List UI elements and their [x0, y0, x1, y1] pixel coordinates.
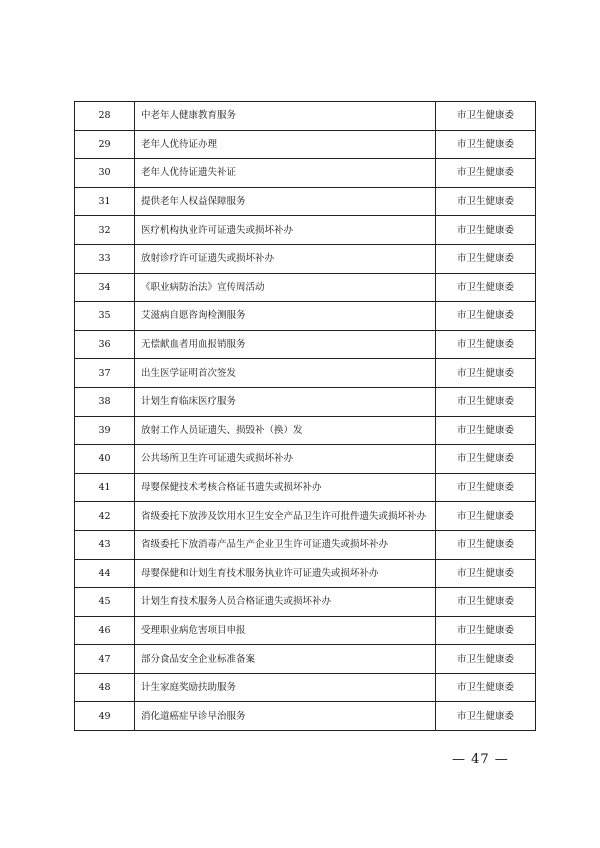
service-name-cell: 省级委托下放涉及饮用水卫生安全产品卫生许可批件遗失或损坏补办 [135, 502, 436, 531]
service-name-cell: 省级委托下放消毒产品生产企业卫生许可证遗失或损坏补办 [135, 530, 436, 559]
service-name-cell: 母婴保健和计划生育技术服务执业许可证遗失或损坏补办 [135, 559, 436, 588]
table-row [75, 387, 536, 416]
service-name-cell: 消化道癌症早诊早治服务 [135, 702, 436, 731]
department-cell: 市卫生健康委 [436, 387, 536, 416]
row-number-cell: 45 [75, 588, 135, 617]
table-row [75, 273, 536, 302]
service-name-cell: 公共场所卫生许可证遗失或损坏补办 [135, 445, 436, 474]
service-name-cell: 计划生育临床医疗服务 [135, 387, 436, 416]
service-table-body [75, 102, 536, 731]
department-cell: 市卫生健康委 [436, 216, 536, 245]
department-cell: 市卫生健康委 [436, 187, 536, 216]
department-cell: 市卫生健康委 [436, 330, 536, 359]
service-name-cell: 老年人优待证遗失补证 [135, 159, 436, 188]
department-cell: 市卫生健康委 [436, 416, 536, 445]
service-name-cell: 计生家庭奖励扶助服务 [135, 673, 436, 702]
table-row [75, 416, 536, 445]
service-name-cell: 中老年人健康教育服务 [135, 102, 436, 131]
table-row [75, 216, 536, 245]
table-row [75, 159, 536, 188]
service-name-cell: 提供老年人权益保障服务 [135, 187, 436, 216]
service-name-cell: 老年人优待证办理 [135, 130, 436, 159]
row-number-cell: 46 [75, 616, 135, 645]
department-cell: 市卫生健康委 [436, 244, 536, 273]
service-name-cell: 放射工作人员证遗失、损毁补（换）发 [135, 416, 436, 445]
row-number-cell: 38 [75, 387, 135, 416]
row-number-cell: 40 [75, 445, 135, 474]
service-table [74, 101, 536, 731]
page-number: — 47 — [452, 752, 509, 767]
row-number-cell: 34 [75, 273, 135, 302]
service-name-cell: 部分食品安全企业标准备案 [135, 645, 436, 674]
row-number-cell: 35 [75, 302, 135, 331]
service-name-cell: 出生医学证明首次签发 [135, 359, 436, 388]
department-cell: 市卫生健康委 [436, 588, 536, 617]
row-number-cell: 47 [75, 645, 135, 674]
table-row [75, 559, 536, 588]
row-number-cell: 36 [75, 330, 135, 359]
service-name-cell: 医疗机构执业许可证遗失或损坏补办 [135, 216, 436, 245]
service-name-cell: 无偿献血者用血报销服务 [135, 330, 436, 359]
department-cell: 市卫生健康委 [436, 102, 536, 131]
table-row [75, 502, 536, 531]
department-cell: 市卫生健康委 [436, 645, 536, 674]
row-number-cell: 30 [75, 159, 135, 188]
table-row [75, 102, 536, 131]
table-row [75, 702, 536, 731]
department-cell: 市卫生健康委 [436, 473, 536, 502]
table-row [75, 645, 536, 674]
department-cell: 市卫生健康委 [436, 130, 536, 159]
department-cell: 市卫生健康委 [436, 702, 536, 731]
table-row [75, 445, 536, 474]
department-cell: 市卫生健康委 [436, 159, 536, 188]
row-number-cell: 29 [75, 130, 135, 159]
row-number-cell: 49 [75, 702, 135, 731]
department-cell: 市卫生健康委 [436, 273, 536, 302]
row-number-cell: 42 [75, 502, 135, 531]
service-name-cell: 放射诊疗许可证遗失或损坏补办 [135, 244, 436, 273]
table-row [75, 616, 536, 645]
table-row [75, 530, 536, 559]
table-row [75, 588, 536, 617]
department-cell: 市卫生健康委 [436, 502, 536, 531]
service-table-container [74, 101, 536, 731]
table-row [75, 302, 536, 331]
row-number-cell: 31 [75, 187, 135, 216]
row-number-cell: 48 [75, 673, 135, 702]
table-row [75, 130, 536, 159]
department-cell: 市卫生健康委 [436, 559, 536, 588]
table-row [75, 244, 536, 273]
table-row [75, 473, 536, 502]
service-name-cell: 艾滋病自愿咨询检测服务 [135, 302, 436, 331]
row-number-cell: 44 [75, 559, 135, 588]
row-number-cell: 39 [75, 416, 135, 445]
department-cell: 市卫生健康委 [436, 616, 536, 645]
service-name-cell: 计划生育技术服务人员合格证遗失或损坏补办 [135, 588, 436, 617]
department-cell: 市卫生健康委 [436, 302, 536, 331]
table-row [75, 359, 536, 388]
row-number-cell: 33 [75, 244, 135, 273]
table-row [75, 187, 536, 216]
row-number-cell: 37 [75, 359, 135, 388]
table-row [75, 330, 536, 359]
department-cell: 市卫生健康委 [436, 530, 536, 559]
department-cell: 市卫生健康委 [436, 673, 536, 702]
row-number-cell: 28 [75, 102, 135, 131]
row-number-cell: 43 [75, 530, 135, 559]
row-number-cell: 32 [75, 216, 135, 245]
service-name-cell: 《职业病防治法》宣传周活动 [135, 273, 436, 302]
department-cell: 市卫生健康委 [436, 445, 536, 474]
row-number-cell: 41 [75, 473, 135, 502]
service-name-cell: 母婴保健技术考核合格证书遗失或损坏补办 [135, 473, 436, 502]
department-cell: 市卫生健康委 [436, 359, 536, 388]
table-row [75, 673, 536, 702]
service-name-cell: 受理职业病危害项目申报 [135, 616, 436, 645]
